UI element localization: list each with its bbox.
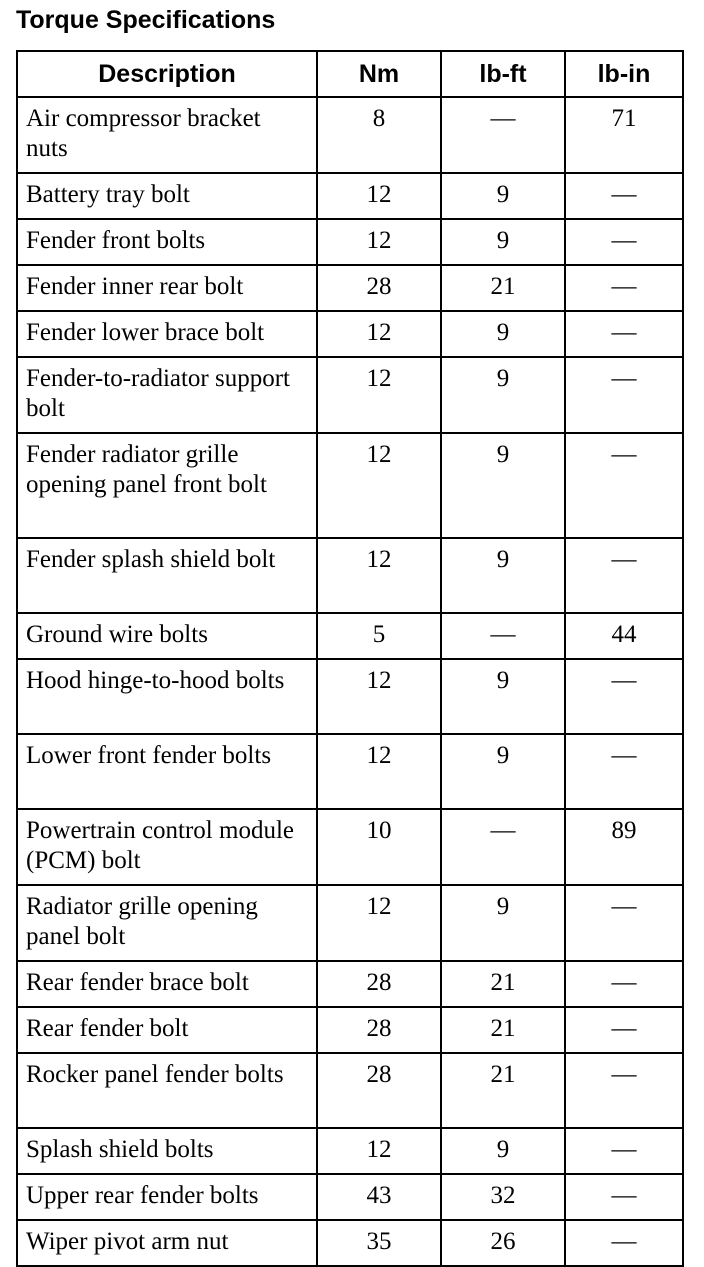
column-header-lb-ft: lb-ft (441, 51, 565, 97)
nm-cell: 8 (317, 97, 441, 173)
lb-ft-cell: 32 (441, 1174, 565, 1220)
description-cell: Fender radiator grille opening panel front bolt (17, 433, 317, 538)
table-row (17, 433, 683, 538)
column-header-description: Description (17, 51, 317, 97)
description-cell: Fender splash shield bolt (17, 538, 317, 613)
description-cell: Air compressor bracket nuts (17, 97, 317, 173)
table-row (17, 734, 683, 809)
table-row (17, 173, 683, 219)
table-body (17, 97, 683, 1266)
lb-in-cell: — (565, 433, 683, 538)
table-row (17, 809, 683, 885)
lb-in-cell: — (565, 1128, 683, 1174)
nm-cell: 12 (317, 885, 441, 961)
lb-in-cell: 71 (565, 97, 683, 173)
lb-in-cell: — (565, 1007, 683, 1053)
description-cell: Radiator grille opening panel bolt (17, 885, 317, 961)
nm-cell: 28 (317, 1007, 441, 1053)
lb-ft-cell: 9 (441, 357, 565, 433)
lb-ft-cell: 9 (441, 734, 565, 809)
description-cell: Rear fender brace bolt (17, 961, 317, 1007)
table-row (17, 1053, 683, 1128)
nm-cell: 10 (317, 809, 441, 885)
table-row (17, 1174, 683, 1220)
table-row (17, 219, 683, 265)
table-row (17, 1220, 683, 1266)
lb-in-cell: — (565, 1053, 683, 1128)
nm-cell: 12 (317, 357, 441, 433)
table-row (17, 659, 683, 734)
nm-cell: 12 (317, 1128, 441, 1174)
description-cell: Ground wire bolts (17, 613, 317, 659)
lb-ft-cell: 26 (441, 1220, 565, 1266)
nm-cell: 28 (317, 961, 441, 1007)
nm-cell: 12 (317, 734, 441, 809)
nm-cell: 12 (317, 219, 441, 265)
nm-cell: 12 (317, 538, 441, 613)
table-row (17, 1007, 683, 1053)
lb-in-cell: — (565, 659, 683, 734)
description-cell: Fender lower brace bolt (17, 311, 317, 357)
lb-in-cell: — (565, 1174, 683, 1220)
lb-in-cell: — (565, 311, 683, 357)
nm-cell: 12 (317, 173, 441, 219)
description-cell: Wiper pivot arm nut (17, 1220, 317, 1266)
column-header-nm: Nm (317, 51, 441, 97)
table-row (17, 97, 683, 173)
table-row (17, 311, 683, 357)
description-cell: Rear fender bolt (17, 1007, 317, 1053)
lb-ft-cell: 9 (441, 433, 565, 538)
lb-in-cell: — (565, 265, 683, 311)
torque-spec-table (16, 50, 684, 1267)
lb-ft-cell: 21 (441, 1053, 565, 1128)
nm-cell: 28 (317, 265, 441, 311)
lb-in-cell: — (565, 538, 683, 613)
description-cell: Fender inner rear bolt (17, 265, 317, 311)
lb-ft-cell: 21 (441, 961, 565, 1007)
lb-in-cell: — (565, 734, 683, 809)
lb-ft-cell: 21 (441, 1007, 565, 1053)
nm-cell: 12 (317, 433, 441, 538)
lb-in-cell: — (565, 885, 683, 961)
nm-cell: 12 (317, 311, 441, 357)
lb-ft-cell: 9 (441, 885, 565, 961)
description-cell: Lower front fender bolts (17, 734, 317, 809)
description-cell: Fender-to-radiator support bolt (17, 357, 317, 433)
lb-ft-cell: — (441, 613, 565, 659)
table-row (17, 885, 683, 961)
lb-in-cell: — (565, 1220, 683, 1266)
description-cell: Rocker panel fender bolts (17, 1053, 317, 1128)
table-row (17, 357, 683, 433)
lb-ft-cell: 9 (441, 219, 565, 265)
table-row (17, 538, 683, 613)
lb-ft-cell: 21 (441, 265, 565, 311)
description-cell: Fender front bolts (17, 219, 317, 265)
table-row (17, 961, 683, 1007)
lb-ft-cell: — (441, 97, 565, 173)
nm-cell: 28 (317, 1053, 441, 1128)
lb-in-cell: — (565, 219, 683, 265)
lb-in-cell: — (565, 357, 683, 433)
lb-in-cell: 44 (565, 613, 683, 659)
table-row (17, 1128, 683, 1174)
table-row (17, 265, 683, 311)
lb-ft-cell: 9 (441, 311, 565, 357)
lb-ft-cell: — (441, 809, 565, 885)
column-header-lb-in: lb-in (565, 51, 683, 97)
header-row (17, 51, 683, 97)
page-title: Torque Specifications (16, 6, 276, 34)
nm-cell: 5 (317, 613, 441, 659)
lb-in-cell: — (565, 961, 683, 1007)
lb-ft-cell: 9 (441, 538, 565, 613)
lb-ft-cell: 9 (441, 1128, 565, 1174)
description-cell: Splash shield bolts (17, 1128, 317, 1174)
table-row (17, 613, 683, 659)
description-cell: Hood hinge-to-hood bolts (17, 659, 317, 734)
lb-ft-cell: 9 (441, 173, 565, 219)
lb-in-cell: — (565, 173, 683, 219)
description-cell: Battery tray bolt (17, 173, 317, 219)
description-cell: Powertrain control module (PCM) bolt (17, 809, 317, 885)
lb-in-cell: 89 (565, 809, 683, 885)
nm-cell: 43 (317, 1174, 441, 1220)
lb-ft-cell: 9 (441, 659, 565, 734)
nm-cell: 12 (317, 659, 441, 734)
description-cell: Upper rear fender bolts (17, 1174, 317, 1220)
nm-cell: 35 (317, 1220, 441, 1266)
